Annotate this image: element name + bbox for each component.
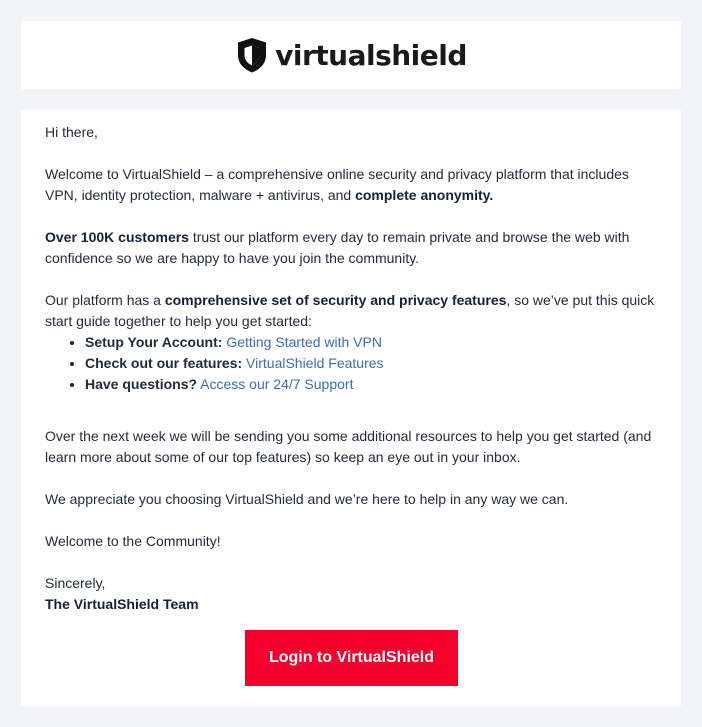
email-body [21, 110, 681, 706]
resources-paragraph: Over the next week we will be sending you some additional resources to help you get started (and learn more about some of our top features) so keep an eye out in your inbox. [45, 428, 652, 465]
shield-icon [235, 36, 269, 74]
features-intro-strong: comprehensive set of security and privacy features [164, 292, 507, 308]
customers-strong: Over 100K customers [45, 229, 189, 245]
email-header [21, 21, 681, 89]
quick-start-list [45, 332, 697, 395]
customers-paragraph [45, 227, 657, 269]
virtualshield-logo[interactable] [235, 36, 467, 74]
signature [45, 594, 657, 615]
signoff: Sincerely, [45, 575, 106, 591]
getting-started-link[interactable]: Getting Started with VPN [226, 334, 382, 350]
welcome-paragraph: Welcome to the Community! [45, 533, 221, 549]
have-questions-label: Have questions? [85, 376, 198, 392]
features-intro-after: , so we’ve put this quick start guide together to help you get started: [45, 292, 655, 329]
logo-text: virtualshield [275, 38, 467, 72]
list-item [85, 374, 697, 395]
check-features-label: Check out our features: [85, 355, 243, 371]
features-intro-paragraph [45, 290, 657, 332]
list-item [85, 332, 697, 353]
features-link[interactable]: VirtualShield Features [246, 355, 384, 371]
intro-text: Welcome to VirtualShield – a comprehensive online security and privacy platform that includes VPN, identity protection, malware + antivirus, and [45, 166, 629, 203]
greeting: Hi there, [45, 124, 98, 140]
support-link[interactable]: Access our 24/7 Support [200, 376, 354, 392]
appreciate-paragraph: We appreciate you choosing VirtualShield and we’re here to help in any way we can. [45, 491, 569, 507]
customers-text: trust our platform every day to remain private and browse the web with confidence so we are happy to have you join the community. [45, 229, 630, 266]
login-button[interactable]: Login to VirtualShield [245, 630, 458, 686]
list-item [85, 353, 697, 374]
signature-text: The VirtualShield Team [45, 596, 199, 612]
features-intro-before: Our platform has a [45, 292, 165, 308]
intro-strong: complete anonymity. [355, 187, 494, 203]
setup-account-label: Setup Your Account: [85, 334, 223, 350]
intro-paragraph [45, 164, 657, 206]
